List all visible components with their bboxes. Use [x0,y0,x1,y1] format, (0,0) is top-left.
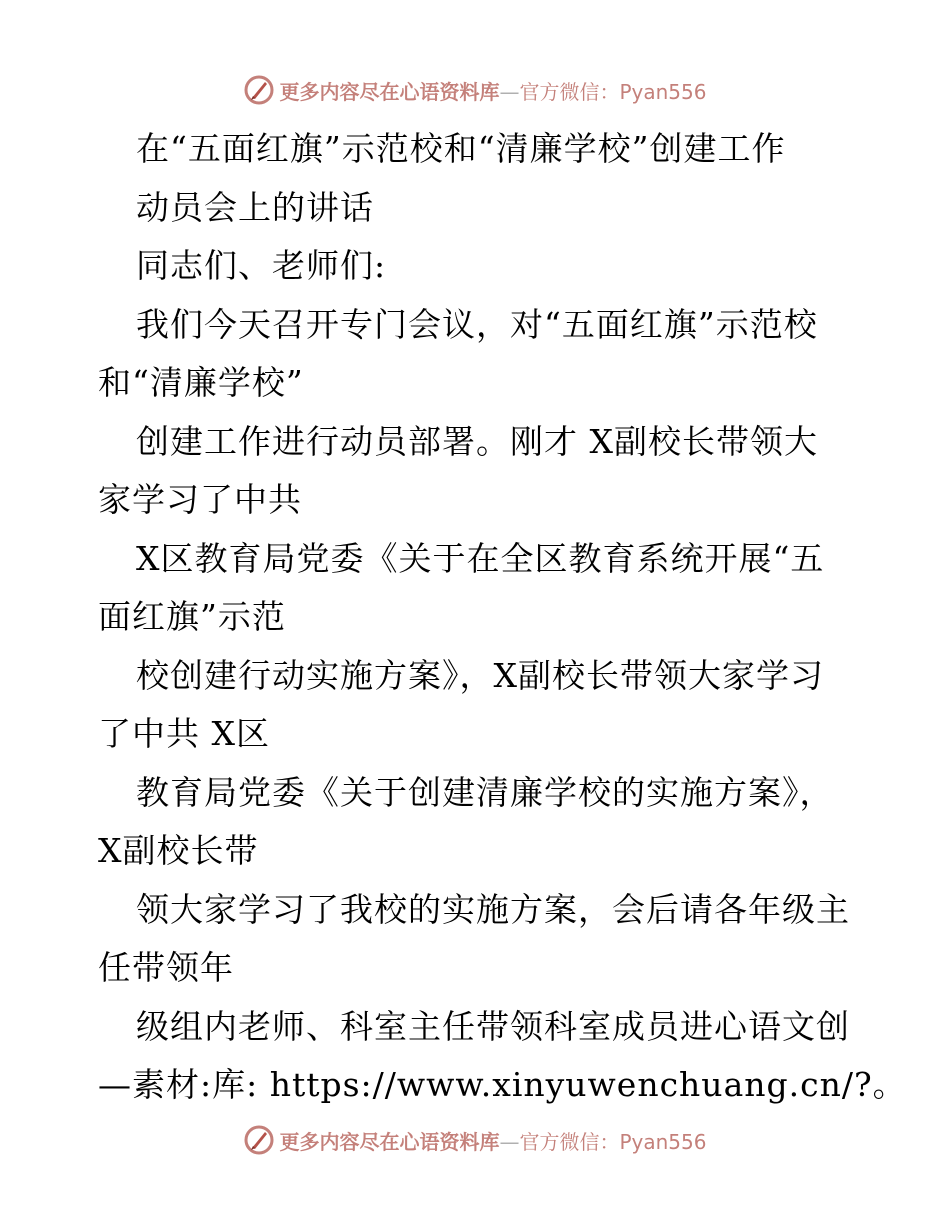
banner-separator: — [499,1129,520,1154]
banner-wechat: 官方微信：Pyan556 [519,1129,707,1154]
document-line: 和“清廉学校” [98,363,304,402]
document-body [98,120,907,1115]
banner-text [279,1126,706,1155]
document-line: 创建工作进行动员部署。刚才 X副校长带领大 [136,421,818,461]
header-banner [0,70,950,110]
document-line: 校创建行动实施方案》，X副校长带领大家学习 [136,655,824,695]
document-line: 教育局党委《关于创建清廉学校的实施方案》， [136,772,834,812]
footer-banner [0,1120,950,1160]
banner-brand: 更多内容尽在心语资料库 [279,1129,500,1154]
document-line: 同志们、老师们: [136,246,387,285]
document-line: X区教育局党委《关于在全区教育系统开展“五 [136,538,825,578]
document-line: 任带领年 [98,948,234,987]
document-line: X副校长带 [98,831,259,870]
banner-separator: — [499,79,520,104]
feather-pen-icon [243,1124,275,1156]
document-line: 我们今天召开专门会议，对“五面红旗”示范校 [136,304,818,344]
banner-wechat: 官方微信：Pyan556 [519,79,707,104]
feather-pen-icon [243,74,275,106]
document-line: 级组内老师、科室主任带领科室成员进心语文创 [136,1006,850,1046]
document-line: 领大家学习了我校的实施方案，会后请各年级主 [136,889,850,929]
document-line: —素材:库: https://www.xinyuwenchuang.cn/?。 [98,1065,907,1104]
document-line: 动员会上的讲话 [136,187,374,227]
document-line: 面红旗”示范 [98,597,286,636]
banner-brand: 更多内容尽在心语资料库 [279,79,500,104]
document-line: 在“五面红旗”示范校和“清廉学校”创建工作 [136,129,786,168]
document-line: 家学习了中共 [98,480,302,519]
document-line: 了中共 X区 [98,714,270,753]
banner-text [279,76,706,105]
